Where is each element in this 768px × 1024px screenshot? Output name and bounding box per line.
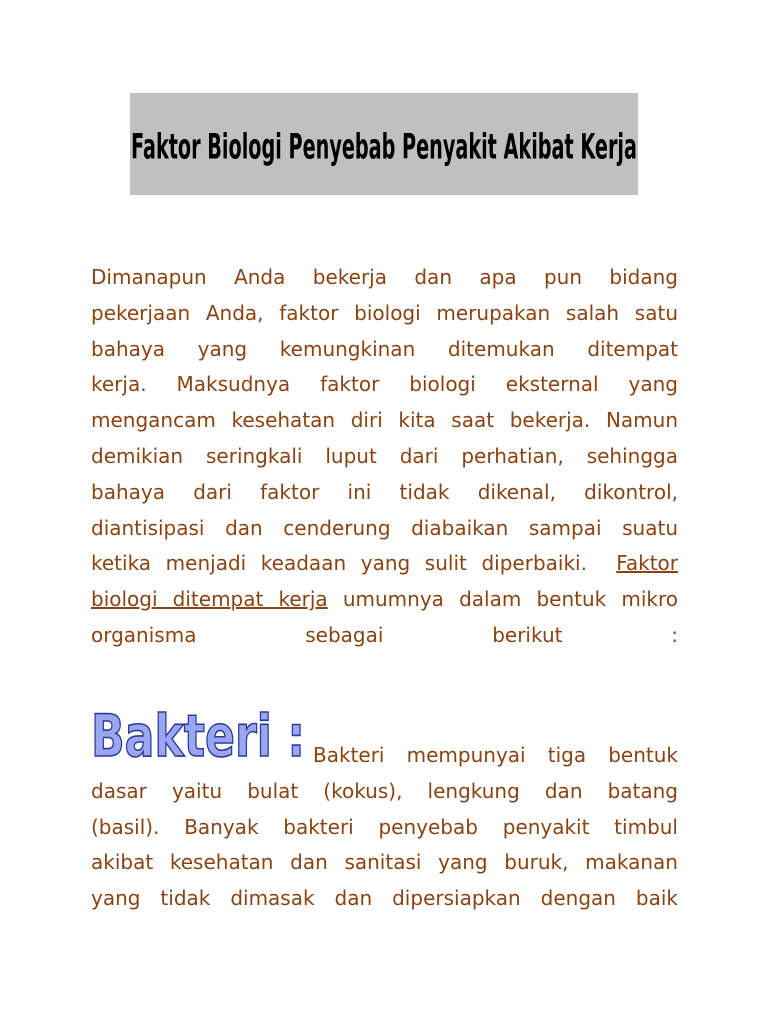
intro-paragraph bbox=[91, 260, 678, 654]
intro-line-text: umumnya dalam bentuk mikro bbox=[342, 587, 678, 612]
title-text: Faktor Biologi Penyebab Penyakit Akibat Kerja bbox=[131, 126, 638, 168]
bakteri-line: akibat kesehatan dan sanitasi yang buruk, makanan bbox=[91, 850, 678, 875]
intro-line: Dimanapun Anda bekerja dan apa pun bidang bbox=[91, 265, 678, 289]
bakteri-first-line: Bakteri mempunyai tiga bentuk bbox=[313, 743, 678, 767]
intro-line: pekerjaan Anda, faktor biologi merupakan salah satu bbox=[91, 300, 678, 325]
title-banner bbox=[130, 93, 638, 195]
intro-line: mengancam kesehatan diri kita saat bekerja. Namun bbox=[91, 408, 678, 433]
faktor-biologi-link-part1[interactable]: Faktor bbox=[616, 551, 678, 576]
intro-line: kerja. Maksudnya faktor biologi eksternal yang bbox=[91, 372, 678, 397]
intro-line: bahaya yang kemungkinan ditemukan ditempat bbox=[91, 336, 678, 361]
title-wordart bbox=[130, 93, 638, 195]
intro-line: bahaya dari faktor ini tidak dikenal, dikontrol, bbox=[91, 479, 678, 504]
intro-last-line: organisma sebagai berikut : bbox=[91, 622, 678, 647]
faktor-biologi-link-part2[interactable]: biologi ditempat kerja bbox=[91, 587, 328, 612]
intro-line: diantisipasi dan cenderung diabaikan sampai suatu bbox=[91, 515, 678, 540]
intro-line-with-link bbox=[91, 582, 678, 618]
intro-line: demikian seringkali luput dari perhatian, sehingga bbox=[91, 443, 678, 468]
bakteri-line: (basil). Banyak bakteri penyebab penyakit timbul bbox=[91, 814, 678, 839]
bakteri-paragraph bbox=[91, 738, 678, 917]
intro-line-text: ketika menjadi keadaan yang sulit diperbaiki. bbox=[91, 551, 587, 576]
bakteri-line: dasar yaitu bulat (kokus), lengkung dan batang bbox=[91, 778, 678, 803]
bakteri-line: yang tidak dimasak dan dipersiapkan dengan baik bbox=[91, 886, 678, 911]
intro-line-with-link bbox=[91, 546, 678, 582]
bakteri-heading-text: Bakteri : bbox=[91, 702, 305, 770]
